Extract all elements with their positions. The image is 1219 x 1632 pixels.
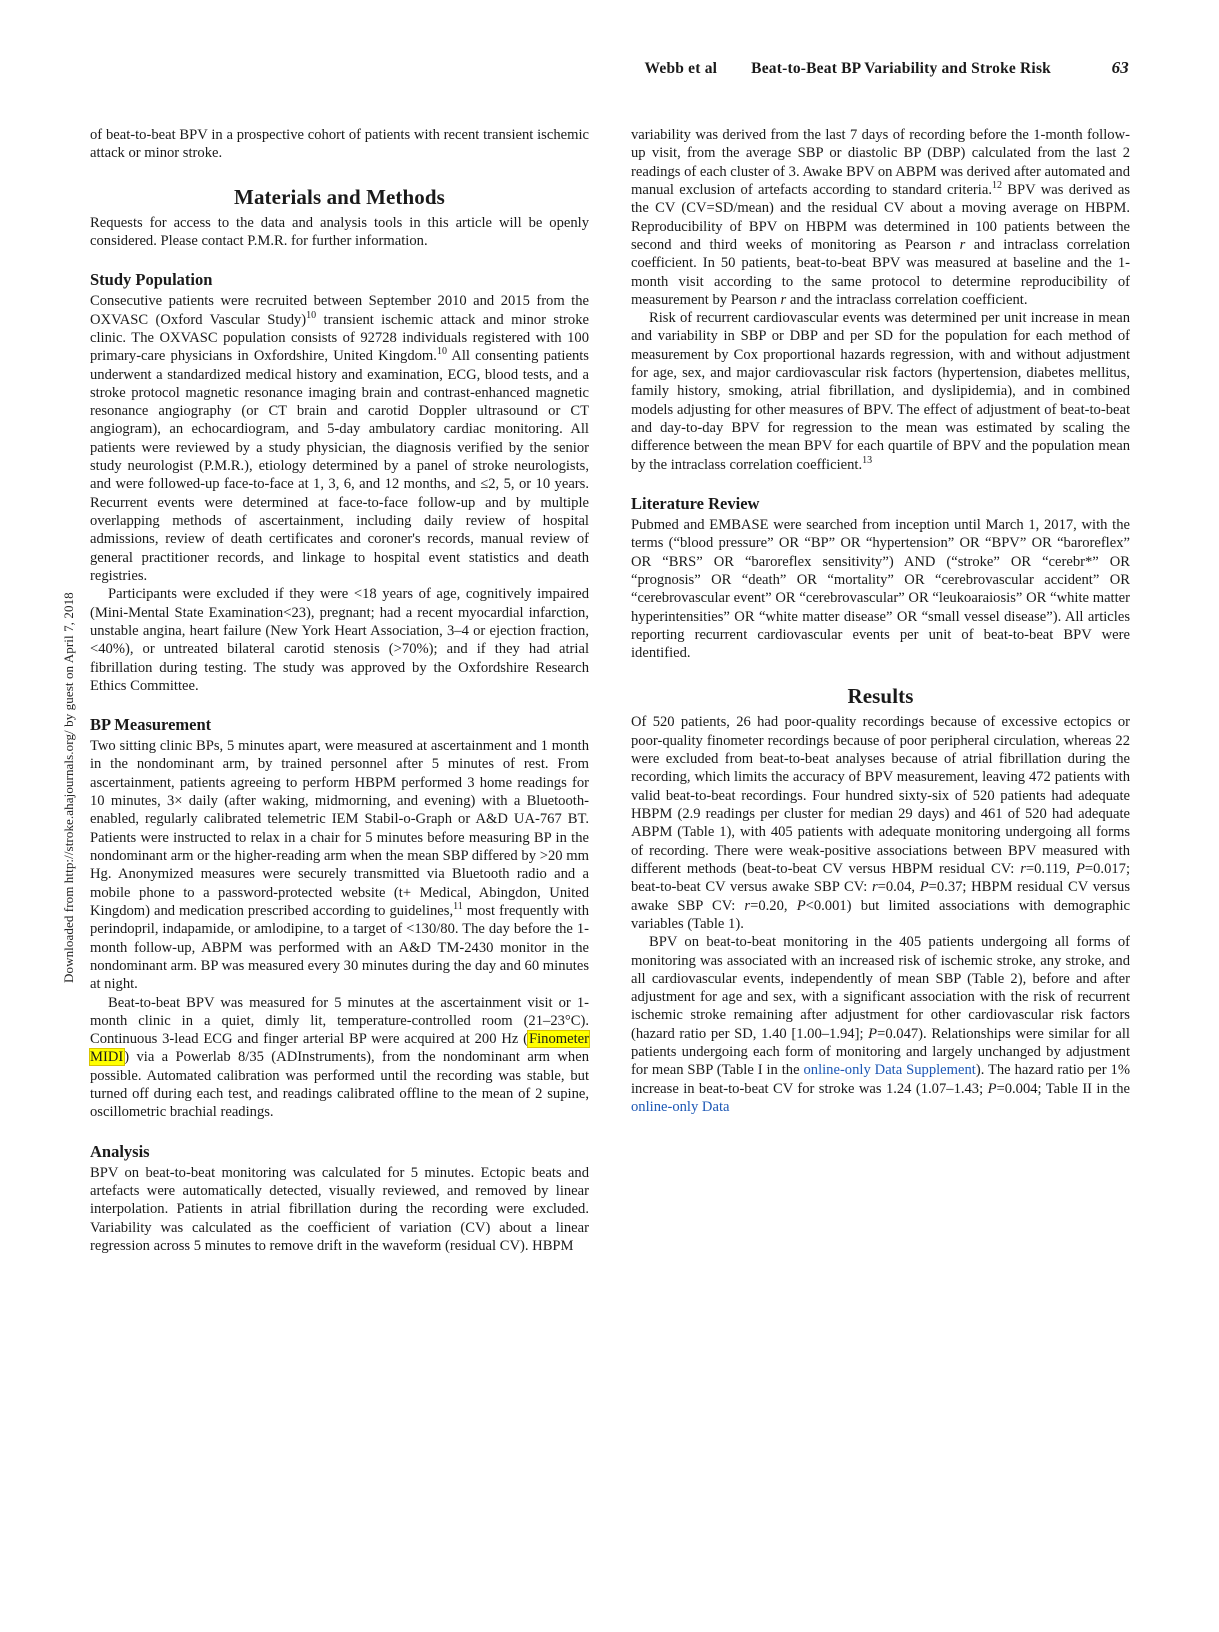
bp-measurement-paragraph-2 [90,994,589,1122]
res2-a: BPV on beat-to-beat monitoring in the 405 patients undergoing all forms of monitoring was associated with an increased risk of ischemic stroke, any stroke, and all cardiovascular events, independently of mean SBP (Table 2), before and after adjustment for age and sex, with a significant association with the risk of recurrent ischemic stroke remaining after adjustment for other cardiovascular risk factors (hazard ratio per SD, 1.40 [1.00–1.94]; [631,934,1130,1042]
right-column [631,126,1130,1255]
res1-italic-p-1: P [1075,860,1085,877]
rc1-italic-r-1: r [959,236,966,253]
heading-materials-and-methods: Materials and Methods [234,184,445,209]
link-online-only-data[interactable]: online-only Data [631,1099,730,1115]
res2-italic-p-1: P [868,1025,878,1042]
res1-f: =0.20, [750,897,797,914]
analysis-continuation-paragraph [631,126,1130,309]
analysis-paragraph-1: BPV on beat-to-beat monitoring was calculated for 5 minutes. Ectopic beats and artefacts were automatically detected, visually reviewed, and removed by linear interpolation. Patients in atrial fibrillation during the recording were excluded. Variability was calculated as the coefficient of variation (CV) about a linear regression across 5 minutes to remove drift in the waveform (residual CV). HBPM [90,1164,589,1254]
bp1-a: Two sitting clinic BPs, 5 minutes apart, were measured at ascertainment and 1 month in the nondominant arm, by trained personnel after 5 minutes of rest. From ascertainment, patients agreeing to perform HBPM performed 3 home readings for 10 minutes, 3× daily (after waking, midmorning, and evening) with a Bluetooth-enabled, regularly calibrated telemetric IEM Stabil-o-Graph or A&D UA-767 BT. Patients were instructed to relax in a chair for 5 minutes before measuring BP in the nondominant arm or the higher-reading arm when the mean SBP differed by >20 mm Hg. Anonymized measures were securely transmitted via Bluetooth radio and a mobile phone to a password-protected website (t+ Medical, Abingdon, United Kingdom) and medication prescribed according to guidelines, [90,738,589,919]
res1-b: =0.119, [1025,860,1076,877]
res2-italic-p-2: P [987,1080,997,1097]
bp-measurement-paragraph-1 [90,737,589,993]
running-head [90,58,1129,82]
res1-g: <0.001) but limited associations with demographic variables (Table 1). [631,897,1130,932]
sp1-ref-10a: 10 [306,309,317,321]
rc1-italic-r-2: r [780,291,787,308]
res1-italic-p-2: P [919,879,929,896]
lead-continuation-paragraph: of beat-to-beat BPV in a prospective cohort of patients with recent transient ischemic attack or minor stroke. [90,127,589,162]
heading-literature-review: Literature Review [631,493,760,513]
res1-c: =0.017; beat-to-beat CV versus awake SBP CV: [631,860,1131,896]
res2-d: =0.004; Table II in the [996,1080,1130,1097]
heading-results: Results [847,684,914,709]
res1-d: =0.04, [877,879,920,896]
rc1-c: and intraclass correlation coefficient. In 50 patients, beat-to-beat BPV was measured at baseline and the 1-month visit according to the same protocol to determine reproducibility of measurement by Pearson [631,236,1130,308]
download-watermark [61,513,77,983]
res1-e: =0.37; HBPM residual CV versus awake SBP CV: [631,879,1130,914]
results-paragraph-1 [631,713,1130,933]
running-head-authors: Webb et al [644,60,718,77]
download-watermark-text: Downloaded from http://stroke.ahajournals.org/ by guest on April 7, 2018 [61,592,76,983]
rc1-ref-12: 12 [991,180,1002,192]
sp1-b: transient ischemic attack and minor stroke clinic. The OXVASC population consists of 92728 individuals registered with 100 primary-care physicians in Oxfordshire, United Kingdom. [90,311,589,365]
rc1-d: and the intraclass correlation coefficient. [786,291,1028,308]
sp1-a: Consecutive patients were recruited between September 2010 and 2015 from the OXVASC (Oxford Vascular Study) [90,293,589,328]
results-paragraph-2 [631,933,1130,1116]
rc1-b: BPV was derived as the CV (CV=SD/mean) and the residual CV about a moving average on HBPM. Reproducibility of BPV on HBPM was determined in 100 patients between the second and third weeks of monitoring as Pearson [631,181,1130,253]
res1-italic-r-3: r [744,897,751,914]
rc2-ref-13: 13 [862,454,873,466]
running-head-title: Beat-to-Beat BP Variability and Stroke Risk [751,60,1051,77]
res1-italic-p-3: P [796,897,806,914]
study-population-paragraph-2: Participants were excluded if they were <18 years of age, cognitively impaired (Mini-Mental State Examination<23), pregnant; had a recent myocardial infarction, unstable angina, heart failure (New York Heart Association, 3–4 or ejection fraction, <40%), or untreated bilateral carotid stenosis (>70%); and if they had atrial fibrillation during testing. The study was approved by the Oxfordshire Research Ethics Committee. [90,586,589,694]
materials-paragraph-1: Requests for access to the data and analysis tools in this article will be openly considered. Please contact P.M.R. for further information. [90,214,589,249]
heading-bp-measurement: BP Measurement [90,715,212,735]
heading-analysis: Analysis [90,1141,150,1161]
res1-italic-r-2: r [871,879,878,896]
bp1-b: most frequently with perindopril, indapamide, or amlodipine, to a target of <130/80. The day before the 1-month follow-up, ABPM was performed with an A&D TM-2430 monitor in the nondominant arm. BP was measured every 30 minutes during the day and 60 minutes at night. [90,902,589,993]
sp1-c: All consenting patients underwent a standardized medical history and examination, ECG, blood tests, and a stroke protocol magnetic resonance imaging brain and contrast-enhanced magnetic resonance angiography (or CT brain and carotid Doppler ultrasound or CT angiogram), an echocardiogram, and 5-day ambulatory cardiac monitoring. All patients were reviewed by a study physician, the diagnosis verified by the senior study neurologist (P.M.R.), etiology determined by a panel of stroke neurologists, and were followed-up face-to-face at 1, 3, 6, and 12 months, and ≤2, 5, or 10 years. Recurrent events were determined at face-to-face follow-up and by multiple overlapping methods of ascertainment, including daily review of hospital admissions, review of death certificates and coroner's records, manual review of general practitioner records, and linkage to hospital event statistics and death registries. [90,348,589,584]
two-column-body [90,126,1130,1255]
left-column [90,126,589,1255]
bp1-ref-11: 11 [453,901,463,913]
res1-a: Of 520 patients, 26 had poor-quality recordings because of excessive ectopics or poor-quality finometer recordings because of poor peripheral circulation, whereas 22 were excluded from beat-to-beat analyses because of atrial fibrillation during the recording, which limits the accuracy of BPV measurement, leaving 472 patients with valid beat-to-beat recordings. Four hundred sixty-six of 520 patients had adequate HBPM (2.9 readings per cluster for median 29 days) and 461 of 520 had adequate ABPM (Table 1), with 405 patients with adequate monitoring undergoing all forms of recording. There were weak-positive associations between BPV measured with different methods (beat-to-beat CV versus HBPM residual CV: [631,714,1130,877]
res2-b: =0.047). Relationships were similar for all patients undergoing each form of monitoring and largely unchanged by adjustment for mean SBP (Table I in the [631,1025,1130,1079]
rc2-a: Risk of recurrent cardiovascular events was determined per unit increase in mean and variability in SBP or DBP and per SD for the population for each method of measurement by Cox proportional hazards regression, with and without adjustment for age, sex, and major cardiovascular risk factors (hypertension, diabetes mellitus, family history, smoking, atrial fibrillation, and dyslipidemia), and in combined models adjusting for other measures of BPV. The effect of adjustment of beat-to-beat and day-to-day BPV for regression to the mean was estimated by scaling the difference between the mean BPV for each quartile of BPV and the population mean by the intraclass correlation coefficient. [631,310,1130,473]
highlighted-text-finometer: Finometer MIDI [90,1031,589,1066]
literature-review-paragraph-1: Pubmed and EMBASE were searched from inception until March 1, 2017, with the terms (“blood pressure” OR “BP” OR “hypertension” OR “BPV” OR “baroreflex” OR “BRS” OR “baroreflex sensitivity”) AND (“stroke” OR “cerebr*” OR “prognosis” OR “death” OR “mortality” OR “cerebrovascular accident” OR “cerebrovascular event” OR “cerebrovascular” OR “leukoaraiosis” OR “white matter hyperintensities” OR “white matter disease” OR “small vessel disease”). All articles reporting recurrent cardiovascular events per unit of beat-to-beat BPV were identified. [631,516,1130,662]
heading-study-population: Study Population [90,270,213,290]
link-online-only-data-supplement[interactable]: online-only Data Supplement [803,1062,976,1079]
analysis-paragraph-risk [631,309,1130,474]
study-population-paragraph-1 [90,292,589,585]
bp2-a: Beat-to-beat BPV was measured for 5 minutes at the ascertainment visit or 1-month clinic in a quiet, dimly lit, temperature-controlled room (21–23°C). Continuous 3-lead ECG and finger arterial BP were acquired at 200 Hz ( [90,994,589,1048]
page-number: 63 [1111,58,1129,77]
bp2-b: ) via a Powerlab 8/35 (ADInstruments), from the nondominant arm when possible. Automated calibration was performed until the recording was stable, but turned off during each test, and readings calibrated offline to the mean of 2 supine, oscillometric brachial readings. [90,1049,589,1121]
sp1-ref-10b: 10 [436,346,447,358]
res2-c: ). The hazard ratio per 1% increase in beat-to-beat CV for stroke was 1.24 (1.07–1.43; [631,1062,1130,1097]
rc1-a: variability was derived from the last 7 days of recording before the 1-month follow-up visit, from the average SBP or diastolic BP (DBP) calculated from the last 2 readings of each cluster of 3. Awake BPV on ABPM was derived after automated and manual exclusion of artefacts according to standard criteria. [631,127,1130,198]
res1-italic-r-1: r [1020,860,1026,877]
